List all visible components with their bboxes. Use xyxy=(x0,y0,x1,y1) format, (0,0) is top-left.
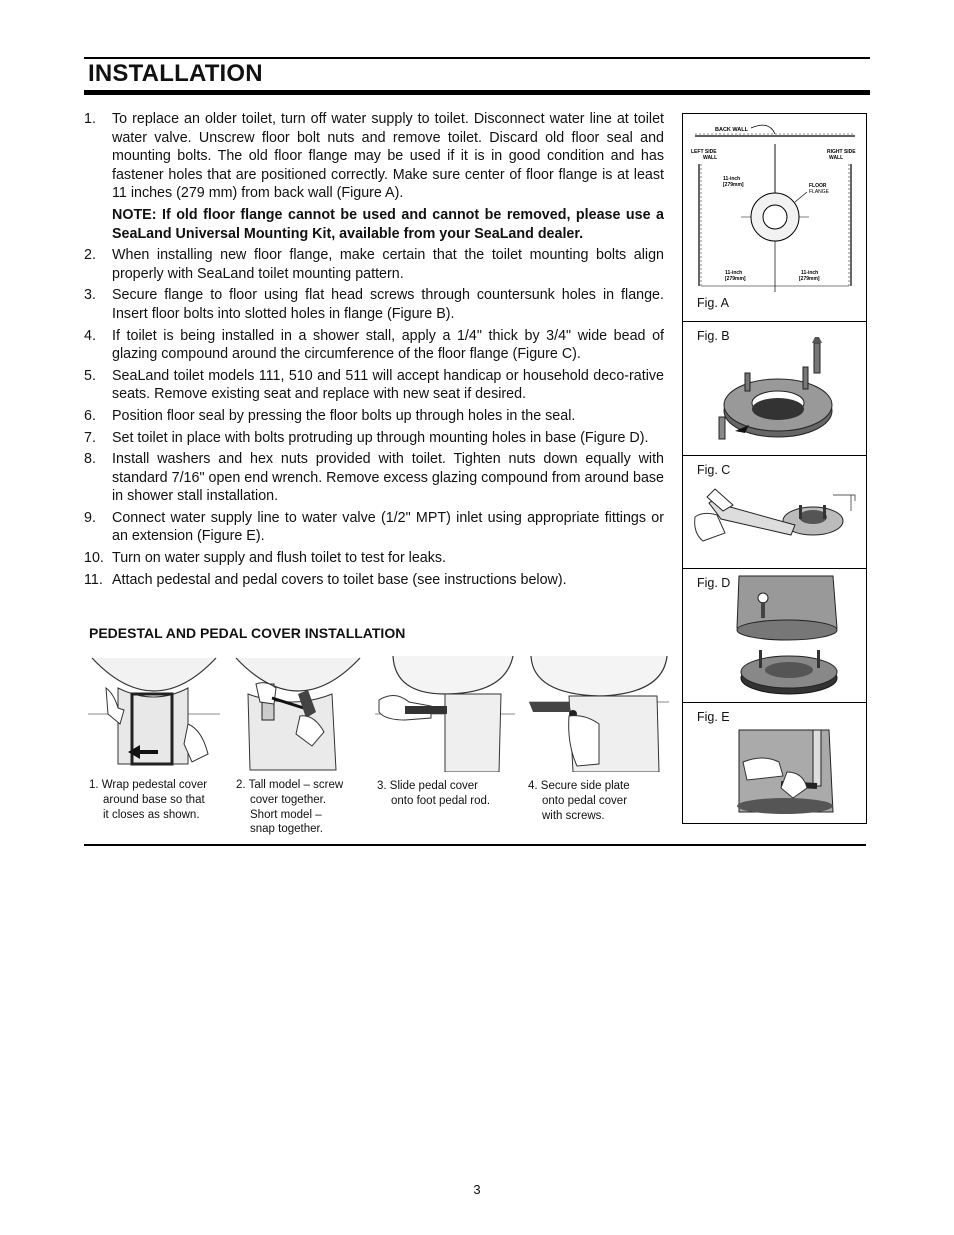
list-item xyxy=(84,407,664,426)
list-item xyxy=(84,571,664,590)
list-item xyxy=(84,246,664,283)
step-text: Position floor seal by pressing the floor bolts up through holes in the seal. xyxy=(112,407,576,424)
top-rule xyxy=(84,57,870,59)
step-text: If toilet is being installed in a shower stall, apply a 1/4" thick by 3/4" wide bead of glazing compound around the circumference of the floor flange (Figure C). xyxy=(112,327,664,363)
glazing-compound-illustration xyxy=(683,455,866,568)
page-title: INSTALLATION xyxy=(88,60,263,87)
pedestal-step3-illustration xyxy=(375,654,515,772)
list-item xyxy=(84,450,664,506)
svg-text:[279mm]: [279mm] xyxy=(725,276,746,282)
pedestal-heading: PEDESTAL AND PEDAL COVER INSTALLATION xyxy=(89,625,406,641)
list-item xyxy=(84,286,664,323)
flange-bolts-illustration xyxy=(683,321,866,455)
svg-text:11-inch: 11-inch xyxy=(725,270,743,276)
step-text: Install washers and hex nuts provided with toilet. Tighten nuts down equally with standard 7/16" open end wrench. Remove excess glazing compound from around base in shower stall installation. xyxy=(112,451,664,505)
step-number: 11. xyxy=(84,571,103,588)
svg-text:11-inch: 11-inch xyxy=(723,176,741,182)
figure-d xyxy=(683,568,866,703)
figure-b xyxy=(683,321,866,456)
step-number: 6. xyxy=(84,407,96,424)
pedestal-step2-illustration xyxy=(232,654,364,772)
back-wall-label: BACK WALL xyxy=(715,127,748,133)
page-number: 3 xyxy=(473,1182,481,1197)
svg-text:[279mm]: [279mm] xyxy=(799,276,820,282)
step-text: Connect water supply line to water valve (1/2" MPT) inlet using appropriate fittings or an extension (Figure E). xyxy=(112,509,664,545)
water-supply-illustration xyxy=(683,702,866,823)
list-item xyxy=(84,110,664,243)
step-note: NOTE: If old floor flange cannot be used and cannot be removed, please use a SeaLand Universal Mounting Kit, available from your SeaLand dealer. xyxy=(112,206,664,242)
figure-e-label: Fig. E xyxy=(697,710,730,724)
svg-text:[279mm]: [279mm] xyxy=(723,182,744,188)
step-number: 10. xyxy=(84,550,104,567)
pedestal-step1-illustration xyxy=(88,654,220,772)
svg-text:WALL: WALL xyxy=(829,155,844,161)
installation-steps xyxy=(84,110,664,592)
step-number: 7. xyxy=(84,429,96,446)
svg-text:FLANGE: FLANGE xyxy=(809,189,830,195)
figure-a xyxy=(683,114,866,322)
step-number: 8. xyxy=(84,451,96,468)
step-text: When installing new floor flange, make certain that the toilet mounting bolts align properly with SeaLand toilet mounting pattern. xyxy=(112,247,664,282)
figure-e xyxy=(683,702,866,823)
step-text: To replace an older toilet, turn off water supply to toilet. Disconnect water line at toilet water valve. Unscrew floor bolt nuts and remove toilet. Discard old floor seal and mounting bolts. The old floor flange may be used if it is in good condition and has fastener holes that are positioned correctly. Make sure center of floor flange is at least 11 inches (279 mm) from back wall (Figure A). xyxy=(112,111,664,202)
pedestal-caption-3: 3. Slide pedal cover onto foot pedal rod. xyxy=(377,780,491,807)
step-text: SeaLand toilet models 111, 510 and 511 will accept handicap or household deco-rative seats. Remove existing seat and replace with new seat if desired. xyxy=(112,367,664,403)
svg-text:LEFT SIDE: LEFT SIDE xyxy=(691,149,717,155)
step-number: 2. xyxy=(84,247,96,264)
pedestal-caption-4: 4. Secure side plate onto pedal cover with screws. xyxy=(528,780,630,822)
list-item xyxy=(84,429,664,448)
step-text: Set toilet in place with bolts protruding up through mounting holes in base (Figure D). xyxy=(112,429,649,446)
floor-flange-diagram xyxy=(683,114,866,321)
svg-text:11-inch: 11-inch xyxy=(801,270,819,276)
figure-a-label: Fig. A xyxy=(697,296,729,310)
step-text: Attach pedestal and pedal covers to toilet base (see instructions below). xyxy=(112,571,567,588)
step-text: Turn on water supply and flush toilet to test for leaks. xyxy=(112,550,447,567)
bottom-rule xyxy=(84,844,866,846)
svg-text:FLOOR: FLOOR xyxy=(809,183,827,189)
figure-c-label: Fig. C xyxy=(697,463,731,477)
step-number: 4. xyxy=(84,327,96,344)
step-number: 1. xyxy=(84,111,96,127)
list-item xyxy=(84,509,664,546)
step-text: Secure flange to floor using flat head screws through countersunk holes in flange. Insert floor bolts into slotted holes in flange (Figure B). xyxy=(112,287,664,322)
figure-c xyxy=(683,455,866,569)
figure-b-label: Fig. B xyxy=(697,329,730,343)
figure-column xyxy=(682,113,867,824)
list-item xyxy=(84,549,664,568)
list-item xyxy=(84,367,664,404)
pedestal-step4-illustration xyxy=(529,654,669,772)
title-rule xyxy=(84,90,870,95)
svg-text:RIGHT SIDE: RIGHT SIDE xyxy=(827,149,856,155)
step-number: 3. xyxy=(84,287,96,304)
step-number: 9. xyxy=(84,509,96,526)
svg-text:WALL: WALL xyxy=(703,155,718,161)
pedestal-caption-1: 1. Wrap pedestal cover around base so that it closes as shown. xyxy=(89,779,208,821)
toilet-base-illustration xyxy=(683,568,866,702)
list-item xyxy=(84,327,664,364)
figure-d-label: Fig. D xyxy=(697,576,731,590)
pedestal-caption-2: 2. Tall model – screw cover together. Short model – snap together. xyxy=(236,779,344,836)
step-number: 5. xyxy=(84,367,96,384)
